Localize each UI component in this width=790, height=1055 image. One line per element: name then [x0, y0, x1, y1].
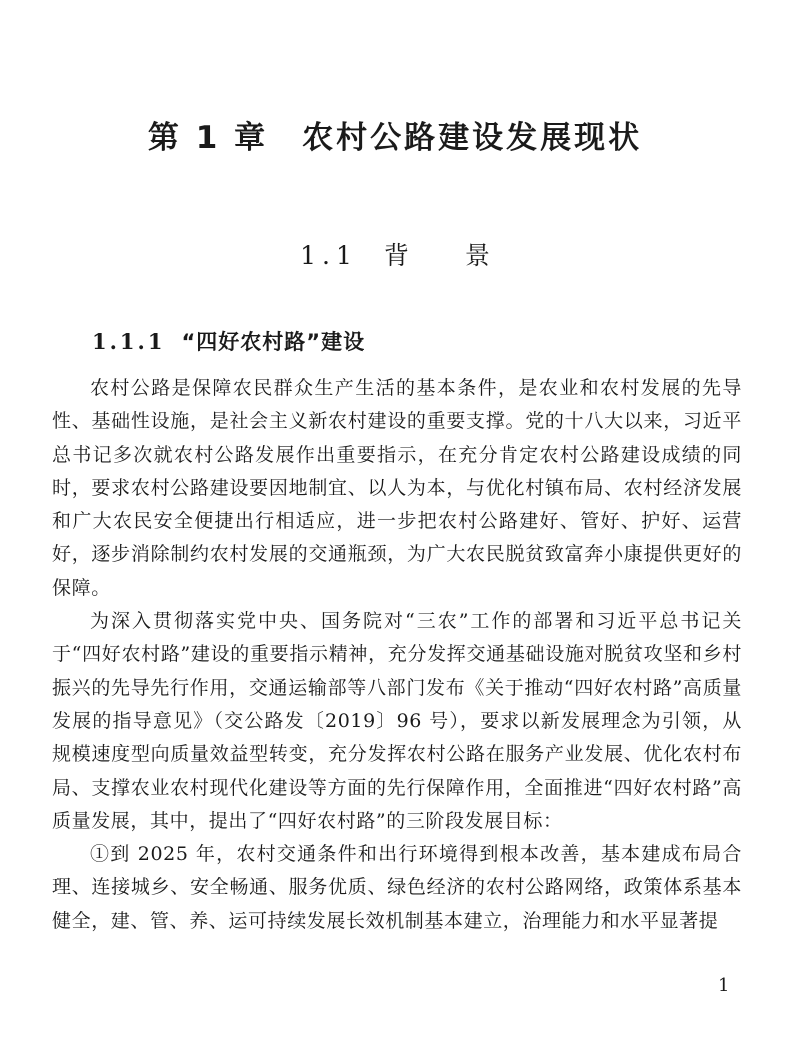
section-number: 1.1 [300, 241, 358, 270]
chapter-title [0, 112, 790, 157]
section-title [0, 236, 790, 272]
chapter-name: 农村公路建设发展现状 [302, 120, 643, 156]
paragraph: 为深入贯彻落实党中央、国务院对“三农”工作的部署和习近平总书记关于“四好农村路”建设的重要指示精神，充分发挥交通基础设施对脱贫攻坚和乡村振兴的先导先行作用，交通运输部等八部门发布《关于推动“四好农村路”高质量发展的指导意见》（交公路发〔2019〕96 号），要求以新发展理念为引领，从规模速度型向质量效益型转变，充分发挥农村公路在服务产业发展、优化农村布局、支撑农业农村现代化建设等方面的先行保障作用，全面推进“四好农村路”高质量发展，其中，提出了“四好农村路”的三阶段发展目标： [52, 610, 742, 832]
subsection-name: “四好农村路”建设 [181, 330, 366, 354]
paragraph: 农村公路是保障农民群众生产生活的基本条件，是农业和农村发展的先导性、基础性设施，是社会主义新农村建设的重要支撑。党的十八大以来，习近平总书记多次就农村公路发展作出重要指示，在充分肯定农村公路建设成绩的同时，要求农村公路建设要因地制宜、以人为本，与优化村镇布局、农村经济发展和广大农民安全便捷出行相适应，进一步把农村公路建好、管好、护好、运营好，逐步消除制约农村发展的交通瓶颈，为广大农民脱贫致富奔小康提供更好的保障。 [52, 377, 742, 599]
subsection-title [92, 326, 365, 356]
section-title-char-2: 景 [464, 241, 490, 270]
body-text [52, 372, 742, 938]
section-title-char-1: 背 [383, 241, 409, 270]
page-number: 1 [718, 975, 730, 996]
paragraph: ①到 2025 年，农村交通条件和出行环境得到根本改善，基本建成布局合理、连接城乡、安全畅通、服务优质、绿色经济的农村公路网络，政策体系基本健全，建、管、养、运可持续发展长效机制基本建立，治理能力和水平显著提 [52, 843, 742, 932]
chapter-number: 第 1 章 [147, 120, 269, 156]
subsection-number: 1.1.1 [92, 329, 166, 354]
